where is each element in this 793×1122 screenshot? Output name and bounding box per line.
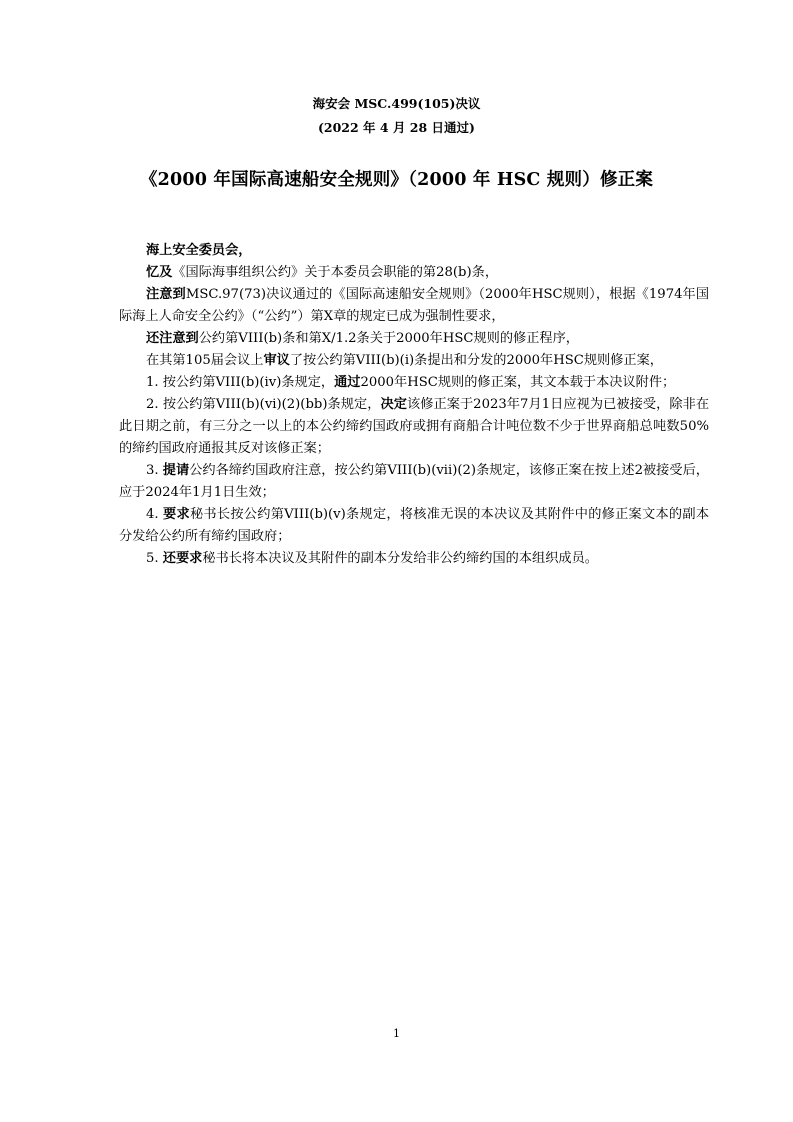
preamble-considered [119,350,709,372]
operative-item-2 [119,394,709,460]
item-1-text: 2000年HSC规则的修正案，其文本载于本决议附件； [360,375,676,390]
recalling-text: 《国际海事组织公约》关于本委员会职能的第28(b)条， [172,265,499,280]
preamble-noting [119,284,709,328]
committee-line [119,240,709,262]
recalling-keyword: 忆及 [146,265,173,280]
operative-item-4 [119,504,709,548]
operative-item-3 [119,460,709,504]
item-2-text: 该修正案于2023年7月1日应视为已被接受，除非在此日期之前，有三分之一以上的本公约缔约国政府或拥有商船合计吨位数不少于世界商船总吨数50%的缔约国政府通报其反对该修正案； [119,397,710,456]
document-title: 《2000 年国际高速船安全规则》（2000 年 HSC 规则）修正案 [139,170,654,190]
committee-name: 海上安全委员会， [146,243,252,258]
preamble-noting-further [119,328,709,350]
item-1-keyword: 通过 [334,375,361,390]
item-3-text: 公约各缔约国政府注意，按公约第VIII(b)(vii)(2)条规定，该修正案在按上述2被接受后，应于2024年1月1日生效； [119,463,709,500]
noting-further-keyword: 还注意到 [146,331,199,346]
resolution-number: 海安会 MSC.499(105)决议 [312,96,481,111]
item-4-text: 秘书长按公约第VIII(b)(v)条规定，将核准无误的本决议及其附件中的修正案文本的副本分发给公约所有缔约国政府； [119,507,710,544]
resolution-body [119,240,709,570]
considered-text: 了按公约第VIII(b)(i)条提出和分发的2000年HSC规则修正案， [289,353,663,368]
item-3-prefix: 3. [146,463,163,478]
considered-keyword: 审议 [263,353,290,368]
considered-prefix: 在其第105届会议上 [146,353,264,368]
operative-item-5 [119,548,709,570]
item-5-text: 秘书长将本决议及其附件的副本分发给非公约缔约国的本组织成员。 [202,551,598,566]
item-1-prefix: 1. 按公约第VIII(b)(iv)条规定， [146,375,335,390]
item-4-keyword: 要求 [163,507,190,522]
noting-further-text: 公约第VIII(b)条和第X/1.2条关于2000年HSC规则的修正程序， [198,331,579,346]
item-2-prefix: 2. 按公约第VIII(b)(vi)(2)(bb)条规定， [146,397,381,412]
operative-item-1 [119,372,709,394]
item-4-prefix: 4. [146,507,164,522]
adoption-date: (2022 年 4 月 28 日通过) [318,120,475,135]
noting-keyword: 注意到 [146,287,186,302]
preamble-recalling [119,262,709,284]
item-5-keyword: 还要求 [162,551,203,566]
page-number: 1 [393,1027,400,1040]
item-3-keyword: 提请 [162,463,190,478]
item-2-keyword: 决定 [380,397,407,412]
item-5-prefix: 5. [146,551,163,566]
noting-text: MSC.97(73)决议通过的《国际高速船安全规则》（2000年HSC规则），根据《1974年国际海上人命安全公约》（“公约”）第X章的规定已成为强制性要求， [119,287,710,324]
